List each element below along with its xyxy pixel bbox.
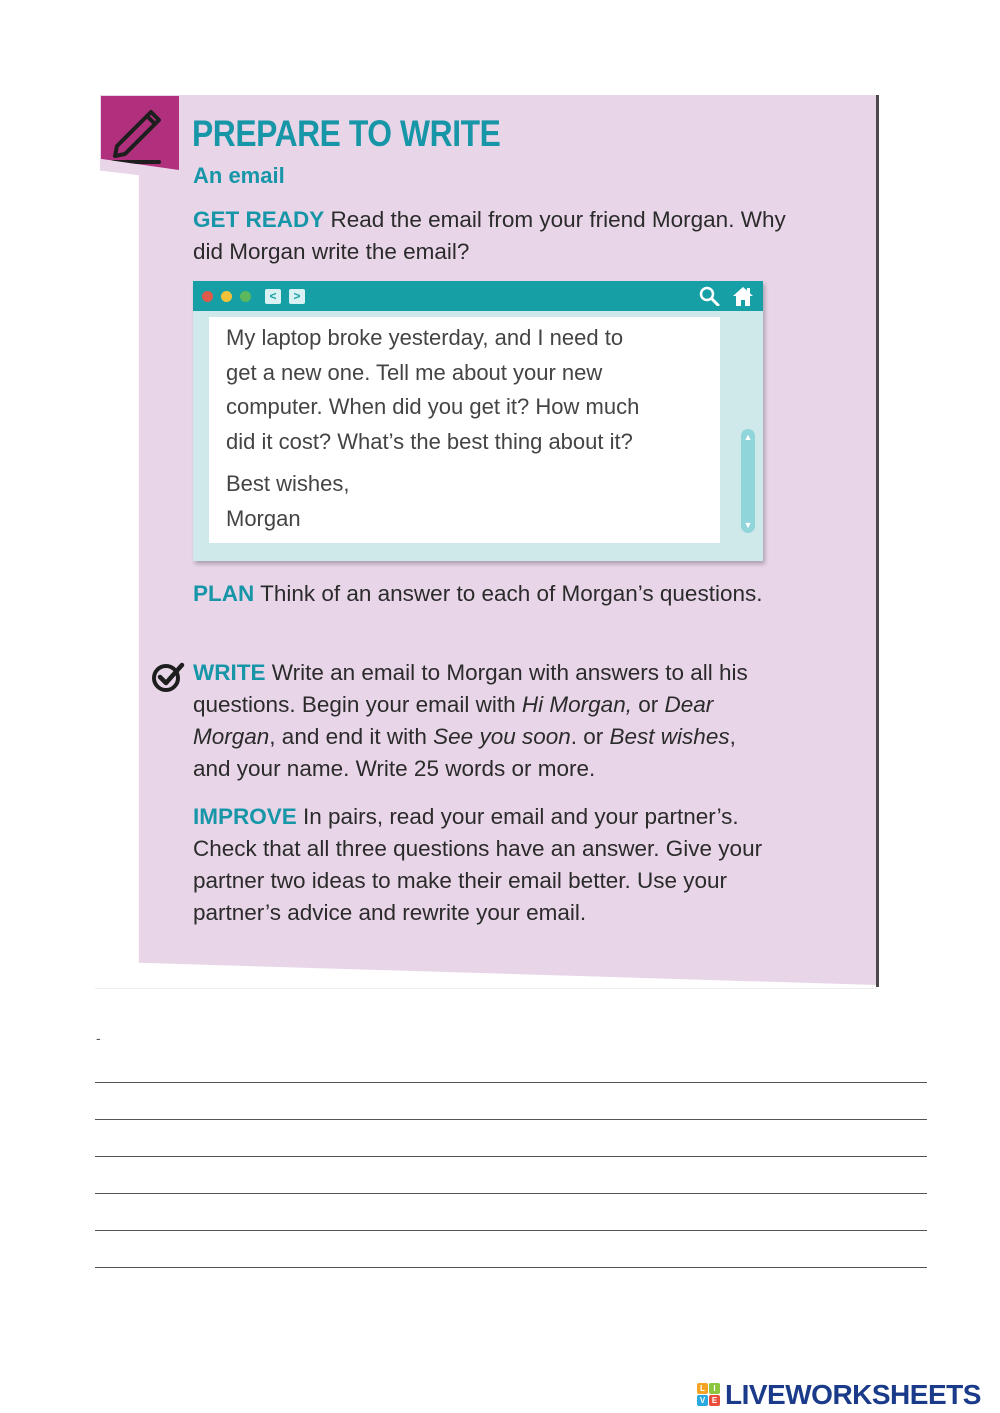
write-example-closing: Best wishes (609, 724, 730, 749)
write-label: WRITE (193, 660, 266, 685)
answer-line[interactable] (95, 1193, 927, 1194)
answer-line[interactable] (95, 1119, 927, 1120)
improve-label: IMPROVE (193, 804, 297, 829)
write-example-greeting: Dear Morgan (193, 692, 714, 749)
write-example-closing: See you soon (433, 724, 571, 749)
get-ready-paragraph (193, 204, 793, 268)
plan-label: PLAN (193, 581, 255, 606)
logo-wordmark: LIVEWORKSHEETS (725, 1379, 981, 1410)
home-icon[interactable] (731, 285, 755, 307)
answer-line[interactable] (95, 1230, 927, 1231)
checkmark-icon (151, 660, 185, 694)
email-line: My laptop broke yesterday, and I need to (226, 325, 624, 350)
window-dot-red (202, 291, 213, 302)
email-line: computer. When did you get it? How much (226, 394, 640, 419)
pencil-icon (101, 96, 179, 170)
email-content (209, 317, 720, 543)
scroll-up-icon[interactable]: ▲ (743, 432, 753, 442)
plan-text: Think of an answer to each of Morgan’s questions. (254, 581, 763, 606)
search-icon[interactable] (699, 286, 721, 306)
write-text: , and your name. Write 25 words or more. (193, 724, 736, 781)
plan-paragraph (193, 578, 793, 610)
scroll-down-icon[interactable]: ▼ (743, 520, 753, 530)
get-ready-text: Read the email from your friend Morgan. Why did Morgan write the email? (193, 207, 786, 264)
email-signature: Morgan (226, 505, 301, 531)
write-paragraph (193, 657, 773, 785)
write-example-greeting: Hi Morgan, (521, 692, 632, 717)
answer-line[interactable] (95, 1156, 927, 1157)
answer-dash: - (96, 1030, 101, 1046)
email-line: get a new one. Tell me about your new (226, 359, 603, 385)
improve-text: In pairs, read your email and your partner’s. Check that all three questions have an answer. Give your partner two ideas to make their email better. Use your partner’s advice and rewrite your email. (193, 804, 763, 925)
browser-toolbar (193, 281, 763, 311)
liveworksheets-logo-icon: L I V E (697, 1383, 721, 1407)
write-text: or (631, 692, 665, 717)
answer-line[interactable] (95, 1267, 927, 1268)
email-browser-window (193, 281, 763, 561)
forward-button[interactable]: > (289, 289, 305, 304)
pencil-badge (101, 96, 179, 170)
email-line: did it cost? What’s the best thing about it? (226, 428, 633, 454)
email-sign-off: Best wishes, (226, 471, 350, 496)
back-button[interactable]: < (265, 289, 281, 304)
write-text: , and end it with (269, 724, 434, 749)
write-text: Write an email to Morgan with answers to all his questions. Begin your email with (193, 660, 748, 717)
scrollbar[interactable] (741, 429, 755, 533)
improve-paragraph (193, 801, 763, 929)
email-body (226, 321, 716, 536)
page-subtitle: An email (193, 163, 285, 188)
panel-bottom-divider (95, 988, 877, 989)
window-dot-green (240, 291, 251, 302)
window-dot-yellow (221, 291, 232, 302)
get-ready-label: GET READY (193, 207, 325, 232)
panel-border-rule (876, 95, 879, 987)
page-title: PREPARE TO WRITE (192, 113, 501, 154)
answer-line[interactable] (95, 1082, 927, 1083)
write-text: . or (570, 724, 610, 749)
